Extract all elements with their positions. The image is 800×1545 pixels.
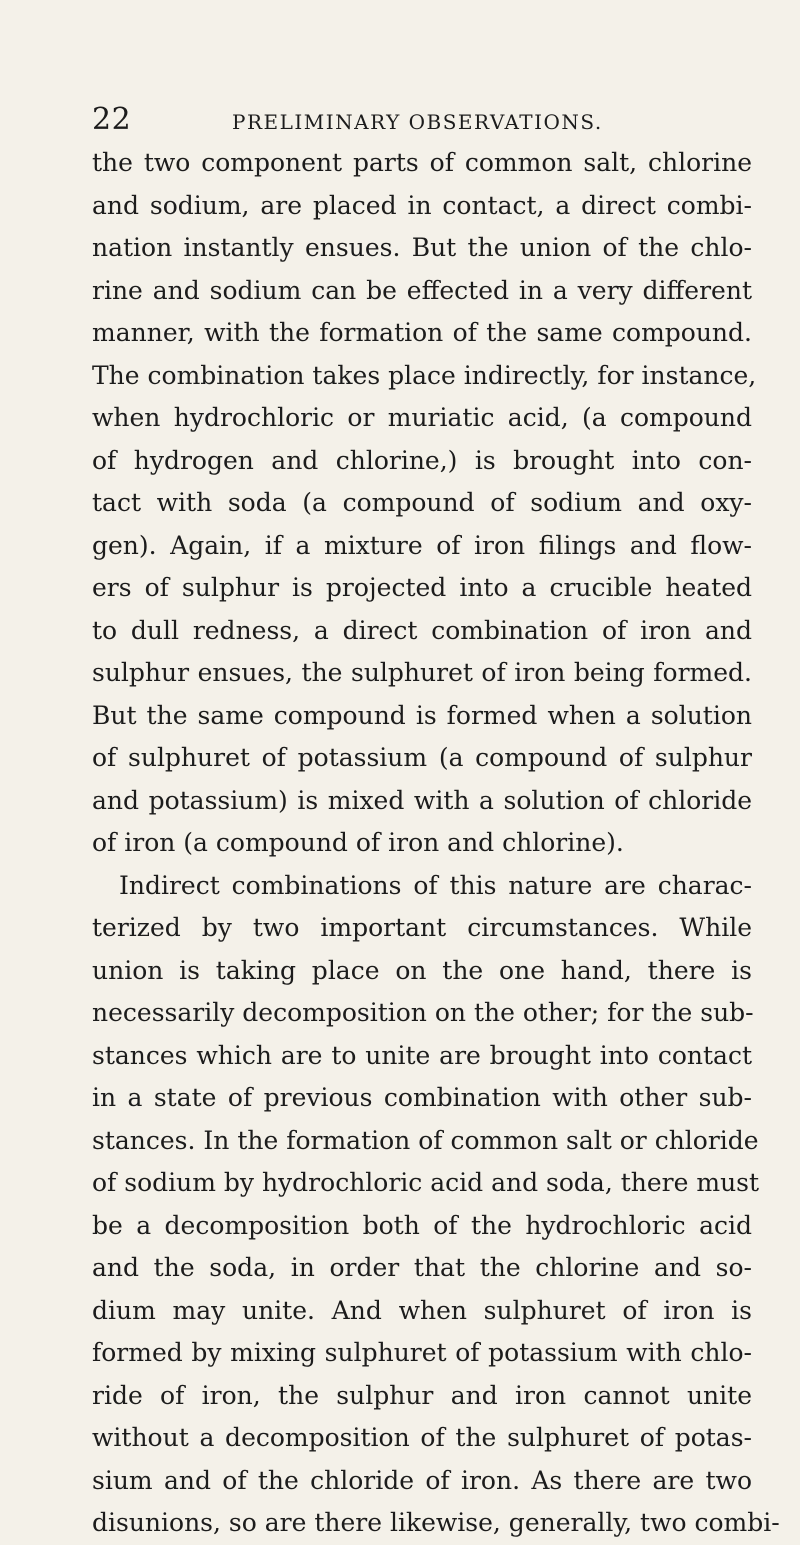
text-line: of hydrogen and chlorine,) is brought into con- xyxy=(92,445,752,475)
text-line: in a state of previous combination with other sub- xyxy=(92,1083,752,1112)
text-line: when hydrochloric or muriatic acid, (a compound xyxy=(92,403,752,432)
text-line: union is taking place on the one hand, there is xyxy=(92,955,752,985)
text-line: of sodium by hydrochloric acid and soda, there must xyxy=(92,1168,760,1197)
text-line: of sulphuret of potassium (a compound of sulphur xyxy=(92,743,752,772)
text-line: sium and of the chloride of iron. As there are two xyxy=(92,1465,752,1495)
text-line: nation instantly ensues. But the union of the chlo- xyxy=(92,233,752,262)
text-line: dium may unite. And when sulphuret of iron is xyxy=(92,1295,752,1325)
text-line: and potassium) is mixed with a solution of chloride xyxy=(92,785,752,815)
text-line: tact with soda (a compound of sodium and oxy- xyxy=(92,488,752,517)
text-line: without a decomposition of the sulphuret of potas- xyxy=(92,1423,752,1452)
body-text xyxy=(92,142,780,1545)
text-line: manner, with the formation of the same compound. xyxy=(92,318,752,347)
text-line: ers of sulphur is projected into a crucible heated xyxy=(92,573,752,602)
text-line: stances which are to unite are brought into contact xyxy=(92,1040,752,1070)
text-line: to dull redness, a direct combination of iron and xyxy=(92,615,752,645)
text-line: stances. In the formation of common salt or chloride xyxy=(92,1125,759,1155)
text-line: ride of iron, the sulphur and iron cannot unite xyxy=(92,1380,752,1410)
text-line: gen). Again, if a mixture of iron filings and flow- xyxy=(92,530,752,560)
text-line: and sodium, are placed in contact, a direct combi- xyxy=(92,190,752,220)
text-line: terized by two important circumstances. While xyxy=(92,913,752,942)
text-line-paragraph-end: of iron (a compound of iron and chlorine). xyxy=(92,828,624,857)
running-title: PRELIMINARY OBSERVATIONS. xyxy=(232,110,603,134)
text-line-paragraph-start: Indirect combinations of this nature are charac- xyxy=(119,870,752,900)
text-line: necessarily decomposition on the other; for the sub- xyxy=(92,998,754,1027)
text-line: the two component parts of common salt, chlorine xyxy=(92,148,752,177)
text-line: sulphur ensues, the sulphuret of iron being formed. xyxy=(92,658,752,687)
running-head xyxy=(92,100,752,140)
page-number: 22 xyxy=(92,102,132,137)
text-line: rine and sodium can be effected in a very different xyxy=(92,275,752,305)
text-line: formed by mixing sulphuret of potassium with chlo- xyxy=(92,1338,752,1367)
text-line: be a decomposition both of the hydrochloric acid xyxy=(92,1210,752,1240)
text-line: But the same compound is formed when a solution xyxy=(92,700,752,730)
text-line: disunions, so are there likewise, generally, two combi- xyxy=(92,1508,780,1537)
text-line: The combination takes place indirectly, for instance, xyxy=(92,360,757,390)
text-line: and the soda, in order that the chlorine and so- xyxy=(92,1253,752,1282)
